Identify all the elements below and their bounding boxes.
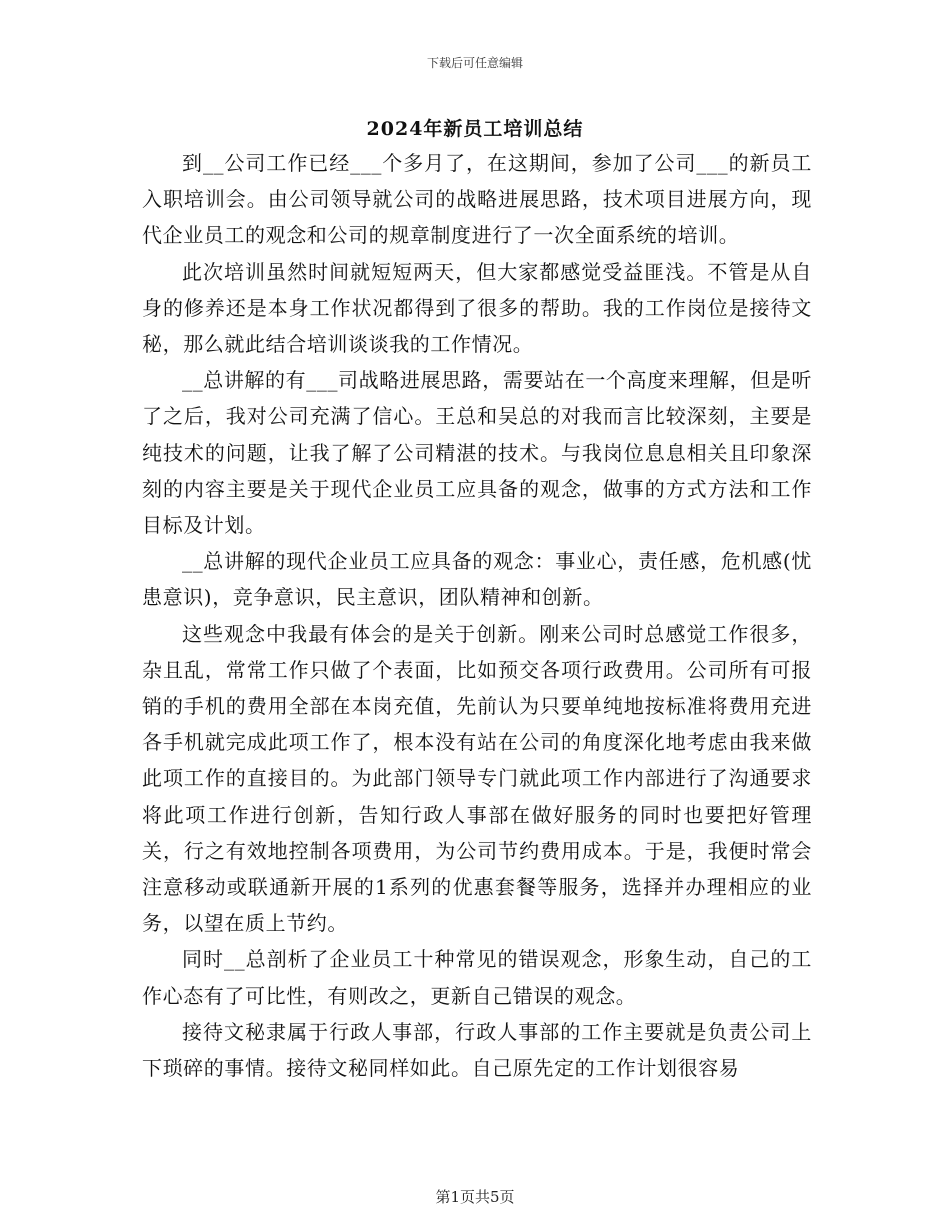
paragraph: 接待文秘隶属于行政人事部，行政人事部的工作主要就是负责公司上下琐碎的事情。接待文秘同样如此。自己原先定的工作计划很容易 (142, 1019, 812, 1081)
paragraph: 同时__总剖析了企业员工十种常见的错误观念，形象生动，自己的工作心态有了可比性，有则改之，更新自己错误的观念。 (142, 947, 812, 1008)
paragraph: __总讲解的现代企业员工应具备的观念：事业心，责任感，危机感(忧患意识)，竞争意识，民主意识，团队精神和创新。 (142, 549, 812, 610)
paragraph: __总讲解的有___司战略进展思路，需要站在一个高度来理解，但是听了之后，我对公司充满了信心。王总和吴总的对我而言比较深刻，主要是纯技术的问题，让我了解了公司精湛的技术。与我岗位息息相关且印象深刻的内容主要是关于现代企业员工应具备的观念，做事的方式方法和工作目标及计划。 (142, 368, 812, 538)
paragraph: 这些观念中我最有体会的是关于创新。刚来公司时总感觉工作很多，杂且乱，常常工作只做了个表面，比如预交各项行政费用。公司所有可报销的手机的费用全部在本岗充值，先前认为只要单纯地按标准将费用充进各手机就完成此项工作了，根本没有站在公司的角度深化地考虑由我来做此项工作的直接目的。为此部门领导专门就此项工作内部进行了沟通要求将此项工作进行创新，告知行政人事部在做好服务的同时也要把好管理关，行之有效地控制各项费用，为公司节约费用成本。于是，我便时常会注意移动或联通新开展的1系列的优惠套餐等服务，选择并办理相应的业务，以望在质上节约。 (142, 621, 812, 936)
paragraph: 此次培训虽然时间就短短两天，但大家都感觉受益匪浅。不管是从自身的修养还是本身工作状况都得到了很多的帮助。我的工作岗位是接待文秘，那么就此结合培训谈谈我的工作情况。 (142, 259, 812, 357)
header-note: 下载后可任意编辑 (426, 56, 523, 70)
page-footer: 第1页共5页 (435, 1188, 515, 1206)
paragraph: 到__公司工作已经___个多月了，在这期间，参加了公司___的新员工入职培训会。由公司领导就公司的战略进展思路，技术项目进展方向，现代企业员工的观念和公司的规章制度进行了一次全面系统的培训。 (142, 151, 812, 248)
document-title: 2024年新员工培训总结 (366, 118, 584, 140)
document-body (142, 145, 812, 1086)
